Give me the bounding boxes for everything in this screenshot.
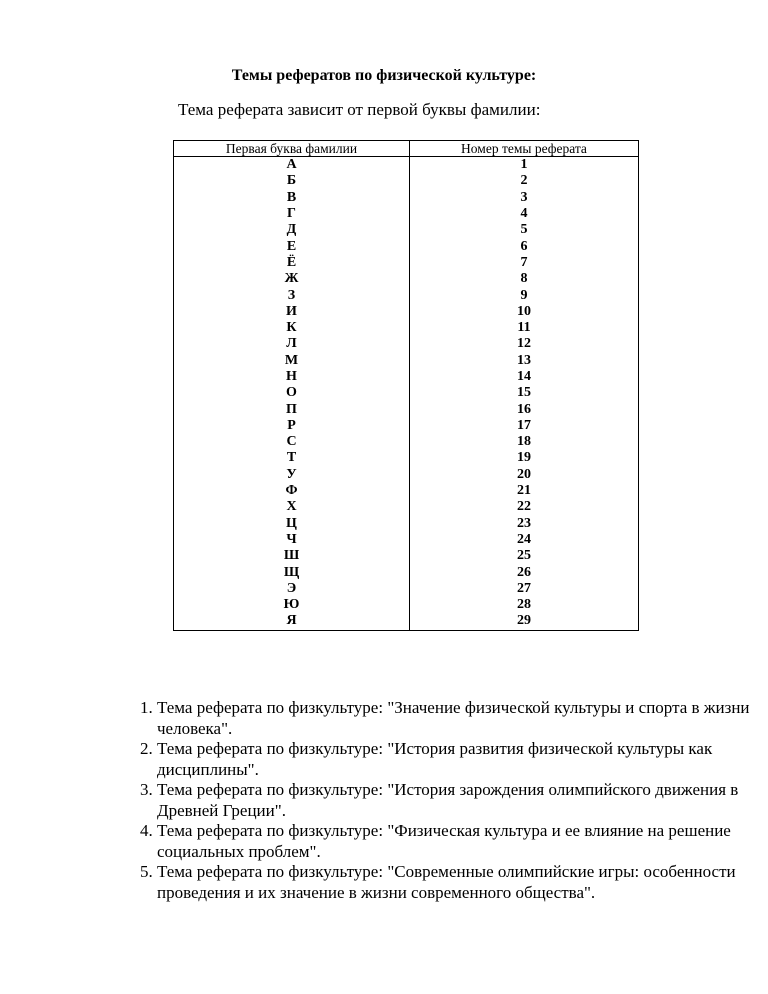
table-row (174, 385, 639, 401)
letter-cell: Г (174, 206, 410, 222)
topic-number-cell: 1 (520, 157, 528, 173)
letter-cell: Ч (174, 532, 410, 548)
table-row (174, 499, 639, 515)
letter-cell: К (174, 320, 410, 336)
letter-cell: Р (174, 418, 410, 434)
letter-cell: О (174, 385, 410, 401)
table-header-row (174, 141, 639, 157)
topic-number-cell: 19 (517, 450, 531, 466)
letter-cell: Э (174, 581, 410, 597)
table-body (174, 157, 639, 631)
table-row (174, 157, 639, 174)
letter-cell: Ц (174, 516, 410, 532)
table-row (174, 190, 639, 206)
letter-cell: Щ (174, 564, 410, 580)
topics-list (102, 698, 767, 903)
letter-cell: Ш (174, 548, 410, 564)
topic-item: 1. Тема реферата по физкультуре: "Значение физической культуры и спорта в жизни человека". (157, 698, 767, 739)
letter-cell: Х (174, 499, 410, 515)
topic-number-cell: 10 (517, 303, 531, 319)
topic-number-cell: 12 (517, 336, 531, 352)
topic-number-cell: 15 (517, 385, 531, 401)
topic-number-cell: 26 (517, 564, 531, 580)
column-header-number: Номер темы реферата (410, 141, 639, 157)
table-row (174, 450, 639, 466)
letter-cell: Ё (174, 255, 410, 271)
letter-cell: Н (174, 369, 410, 385)
table-row (174, 353, 639, 369)
topic-number-cell: 18 (517, 434, 531, 450)
table-row (174, 222, 639, 238)
table-row (174, 613, 639, 630)
letter-cell: Л (174, 336, 410, 352)
topic-number-cell: 28 (517, 597, 531, 613)
table-row (174, 564, 639, 580)
table-row (174, 401, 639, 417)
topic-number-cell: 25 (517, 548, 531, 564)
page-subtitle: Тема реферата зависит от первой буквы фамилии: (178, 100, 541, 119)
table-row (174, 287, 639, 303)
topic-number-cell: 16 (517, 401, 531, 417)
topic-number-cell: 13 (517, 352, 531, 368)
topic-item: 2. Тема реферата по физкультуре: "История развития физической культуры как дисциплины". (157, 739, 767, 780)
topic-number-cell: 11 (517, 320, 531, 336)
letter-cell: Т (174, 450, 410, 466)
letter-cell: З (174, 287, 410, 303)
topic-item: 5. Тема реферата по физкультуре: "Современные олимпийские игры: особенности проведения и их значение в жизни современного общества". (157, 862, 767, 903)
letter-cell: С (174, 434, 410, 450)
table-row (174, 304, 639, 320)
table-row (174, 516, 639, 532)
table-row (174, 238, 639, 254)
table-row (174, 206, 639, 222)
table-row (174, 532, 639, 548)
topic-number-cell: 24 (517, 531, 531, 547)
table-row (174, 418, 639, 434)
topic-number-cell: 5 (520, 222, 528, 238)
letter-cell: Е (174, 238, 410, 254)
table-row (174, 434, 639, 450)
table-row (174, 173, 639, 189)
letter-cell: М (174, 353, 410, 369)
letter-cell: Ю (174, 597, 410, 613)
topic-number-cell: 14 (517, 369, 531, 384)
letter-cell: Ф (174, 483, 410, 499)
topic-number-cell: 4 (520, 206, 528, 222)
letter-cell: Ж (174, 271, 410, 287)
letter-cell: Я (174, 613, 410, 630)
topic-number-cell: 22 (517, 499, 531, 515)
topic-number-cell: 6 (520, 238, 528, 254)
letter-cell: П (174, 401, 410, 417)
table-row (174, 336, 639, 352)
topic-number-cell: 23 (517, 515, 531, 531)
topic-number-cell: 29 (517, 613, 531, 629)
topic-number-cell: 17 (517, 417, 531, 433)
letter-cell: И (174, 304, 410, 320)
letter-cell: В (174, 190, 410, 206)
letter-cell: Б (174, 173, 410, 189)
letter-cell: Д (174, 222, 410, 238)
letter-cell: А (174, 157, 410, 174)
letter-cell: У (174, 467, 410, 483)
table-row (174, 483, 639, 499)
topic-number-cell: 9 (520, 287, 528, 303)
table-row (174, 597, 639, 613)
topic-number-cell: 21 (517, 483, 531, 499)
topic-item: 4. Тема реферата по физкультуре: "Физическая культура и ее влияние на решение социальных проблем". (157, 821, 767, 862)
topic-number-cell: 7 (520, 254, 528, 270)
topic-number-cell: 2 (520, 173, 528, 189)
page-title: Темы рефератов по физической культуре: (231, 67, 537, 84)
table-row (174, 271, 639, 287)
topic-number-cell: 8 (520, 271, 528, 287)
table-row (174, 548, 639, 564)
table-row (174, 255, 639, 271)
letter-topic-table (173, 140, 639, 631)
table-row (174, 467, 639, 483)
topic-number-cell: 20 (517, 466, 531, 482)
table-row (174, 320, 639, 336)
column-header-letter: Первая буква фамилии (174, 141, 410, 157)
table-row (174, 369, 639, 385)
topic-number-cell: 27 (517, 580, 531, 596)
table-row (174, 581, 639, 597)
topic-item: 3. Тема реферата по физкультуре: "История зарождения олимпийского движения в Древней Греции". (157, 780, 767, 821)
topic-number-cell: 3 (520, 189, 528, 205)
